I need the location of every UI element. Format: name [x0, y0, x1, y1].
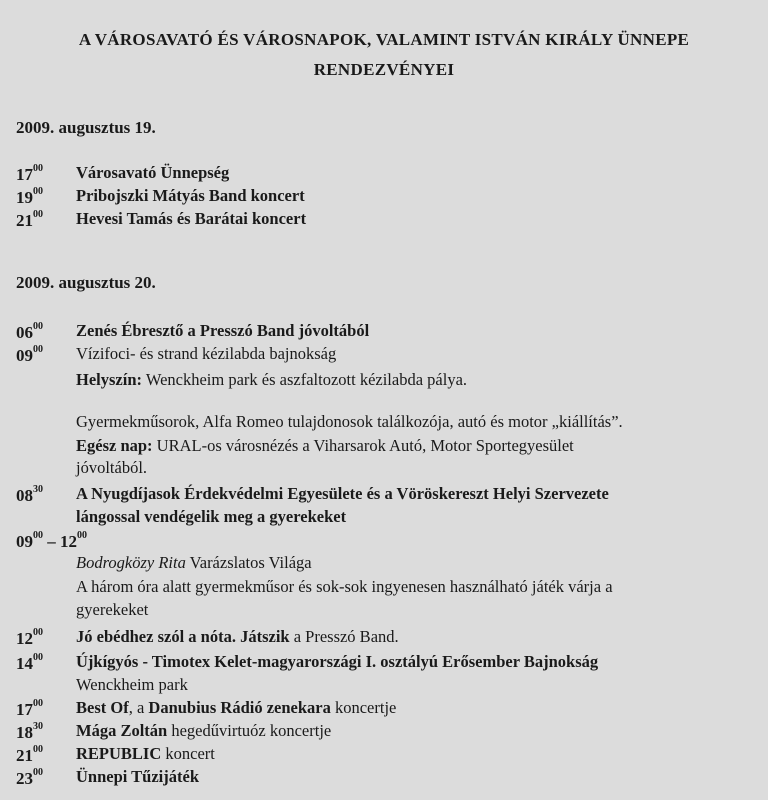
event-best-of: Best Of, a Danubius Rádió zenekara koncertje [76, 698, 397, 717]
time-1400: $14^{00}$ [16, 652, 43, 673]
event-republic: REPUBLIC koncert [76, 744, 215, 763]
title-line-2: RENDEZVÉNYEI [313, 60, 455, 79]
event-pribojszki: Pribojszki Mátyás Band koncert [76, 186, 305, 205]
egesz-nap-line-2: jóvoltából. [76, 458, 148, 477]
time-0900: $09^{00}$ [16, 344, 43, 365]
time-0830: $08^{30}$ [16, 484, 43, 505]
day2-date: 2009. augusztus 20. [16, 273, 156, 292]
day1-date: 2009. augusztus 19. [16, 118, 156, 137]
time-2300: $23^{00}$ [16, 767, 43, 788]
time-day1-1900: $19^{00}$ [16, 186, 43, 207]
egesz-nap-line: Egész nap: URAL-os városnézés a Viharsarok Autó, Motor Sportegyesület [76, 436, 574, 455]
event-ujkigyos: Újkígyós - Timotex Kelet-magyarországi I. osztályú Erősember Bajnokság [76, 652, 599, 671]
event-nyugdijasok: A Nyugdíjasok Érdekvédelmi Egyesülete és a Vöröskereszt Helyi Szervezete [76, 484, 609, 503]
time-range-0900-1200: $09^{00} - 12^{00}$ [16, 530, 87, 551]
event-gyermekmusorok: Gyermekműsorok, Alfa Romeo tulajdonosok találkozója, autó és motor „kiállítás”. [76, 412, 623, 431]
event-tuzijatek: Ünnepi Tűzijáték [76, 767, 200, 786]
title-line-1: A VÁROSAVATÓ ÉS VÁROSNAPOK, VALAMINT ISTVÁN KIRÁLY ÜNNEPE [78, 30, 690, 49]
time-1700: $17^{00}$ [16, 698, 43, 719]
event-wenckheim: Wenckheim park [76, 675, 188, 694]
time-1830: $18^{30}$ [16, 721, 43, 742]
helyszin-line: Helyszín: Wenckheim park és aszfaltozott kézilabda pálya. [76, 370, 468, 389]
event-varosavato: Városavató Ünnepség [76, 163, 230, 182]
event-ebreszto: Zenés Ébresztő a Presszó Band jóvoltából [76, 321, 370, 340]
time-1200: $12^{00}$ [16, 627, 43, 648]
time-0600: $06^{00}$ [16, 321, 43, 342]
time-2100: $21^{00}$ [16, 744, 43, 765]
time-day1-2100: $21^{00}$ [16, 209, 43, 230]
event-maga-zoltan: Mága Zoltán hegedűvirtuóz koncertje [76, 721, 332, 740]
time-day1-1700: $17^{00}$ [16, 163, 43, 184]
event-harom-ora: A három óra alatt gyermekműsor és sok-sok ingyenesen használható játék várja a [76, 577, 613, 596]
event-harom-ora-2: gyerekeket [76, 600, 149, 619]
event-nyugdijasok-2: lángossal vendégelik meg a gyerekeket [76, 507, 347, 526]
event-hevesi: Hevesi Tamás és Barátai koncert [76, 209, 307, 228]
event-bodrogkozy: Bodrogközy Rita Varázslatos Világa [76, 553, 312, 572]
event-jo-ebedhez: Jó ebédhez szól a nóta. Játszik a Presszó Band. [76, 627, 399, 646]
event-vizifoci: Vízifoci- és strand kézilabda bajnokság [76, 344, 337, 363]
